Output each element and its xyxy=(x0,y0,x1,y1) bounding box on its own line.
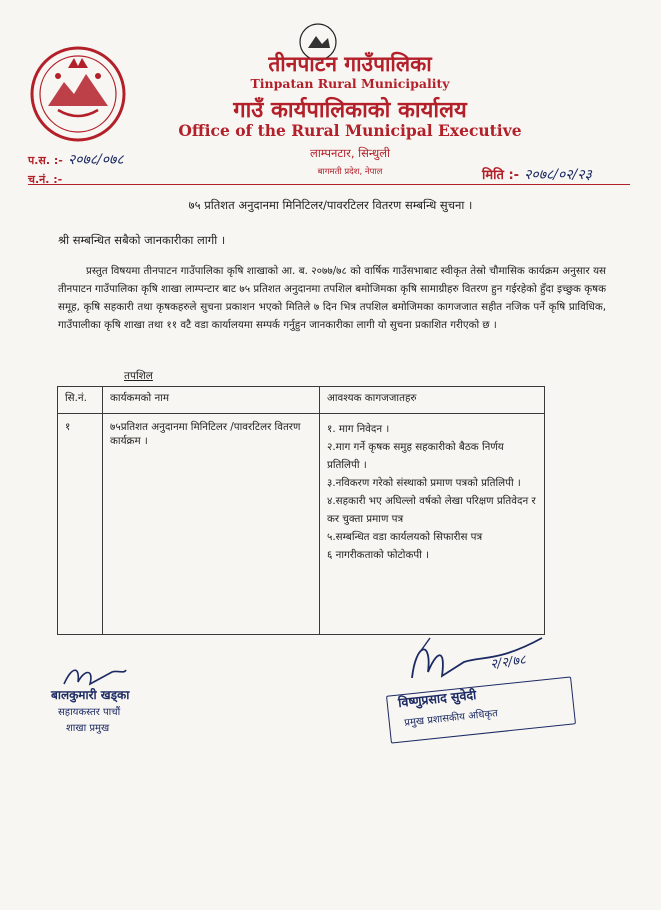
left-signatory-role: शाखा प्रमुख xyxy=(66,723,110,734)
header-sn: सि.नं. xyxy=(58,387,103,414)
notice-body-text: प्रस्तुत विषयमा तीनपाटन गाउँपालिका कृषि शाखाको आ. ब. २०७७/७८ को वार्षिक गाउँसभाबाट स्वीकृत तेस्रो चौमासिक कार्यक्रम अनुसार यस तीनपाटन गाउँपालिका कृषि शाखा लाम्पन्टार बाट ७५ प्रतिशत अनुदानमा तपशिल बमोजिमका कृषि सामाग्रीहरु वितरण हुन गईरहेको हुँदा इच्छुक कृषक समूह, कृषि सहकारी तथा कृषकहरुले सुचना प्रकाशन भएको मितिले ७ दिन भित्र तपशिल बमोजिमका कागजजात सहीत नजिक पर्ने कृषि प्राविधिक, गाउँपालीका कृषि शाखा तथा ११ वटै वडा कार्यालयमा सम्पर्क गर्नुहुन जानकारीका लागी यो सुचना प्रकाशित गरीएको छ । xyxy=(58,265,606,331)
table-header-row xyxy=(58,387,545,414)
header-documents: आवश्यक कागजजातहरु xyxy=(320,387,545,414)
government-emblem-icon xyxy=(28,44,128,144)
right-signatory-title: प्रमुख प्रशासकीय अधिकृत xyxy=(403,708,499,729)
right-signature-date: २/२/७८ xyxy=(489,652,527,673)
right-signature-scribble xyxy=(402,632,552,688)
municipality-name-en: Tinpatan Rural Municipality xyxy=(250,76,450,91)
table-caption: तपशिल xyxy=(124,370,153,382)
ps-label: प.स. :- xyxy=(28,154,63,167)
row-program: ७५प्रतिशत अनुदानमा मिनिटिलर /पावरटिलर वितरण कार्यक्रम । xyxy=(103,414,320,635)
office-location: लाम्पनटार, सिन्धुली xyxy=(310,146,390,160)
date-value: २०७८/०२/२३ xyxy=(524,167,592,183)
municipality-name-np: तीनपाटन गाउँपालिका xyxy=(268,52,432,76)
office-province: बागमती प्रदेश, नेपाल xyxy=(317,167,383,177)
notice-subject: ७५ प्रतिशत अनुदानमा मिनिटिलर/पावरटिलर वितरण सम्बन्धि सुचना । xyxy=(188,198,473,212)
document-item: ३.नविकरण गरेको संस्थाको प्रमाण पत्रको प्रतिलिपी । xyxy=(327,477,521,489)
letter-date xyxy=(482,164,592,184)
date-label: मिति :- xyxy=(482,168,520,183)
table-row xyxy=(58,414,545,635)
left-signatory-name: बालकुमारी खड्का xyxy=(51,688,130,702)
header-program: कार्यकमको नाम xyxy=(103,387,320,414)
document-item: ४.सहकारी भए अघिल्लो वर्षको लेखा परिक्षण प्रतिवेदन र कर चुक्ता प्रमाण पत्र xyxy=(327,495,536,525)
notice-greeting: श्री सम्बन्धित सबैको जानकारीका लागी । xyxy=(58,233,226,247)
document-item: ५.सम्बन्धित वडा कार्यलयको सिफारीस पत्र xyxy=(327,531,483,543)
reference-number xyxy=(28,149,124,169)
office-name-en: Office of the Rural Municipal Executive xyxy=(178,121,522,140)
requirements-table xyxy=(57,386,545,635)
document-item: १. माग निवेदन । xyxy=(327,423,390,435)
cn-label: च.नं. :- xyxy=(28,173,63,186)
right-signatory-name: विष्णुप्रसाद सुवेदी xyxy=(397,686,477,711)
left-signatory-title: सहायकस्तर पाचौं xyxy=(58,707,121,718)
office-name-np: गाउँ कार्यपालिकाको कार्यालय xyxy=(233,98,467,123)
letterhead-divider xyxy=(28,184,630,185)
notice-body xyxy=(58,262,606,334)
ps-value: २०७८/०७८ xyxy=(67,152,124,168)
row-documents xyxy=(320,414,545,635)
document-item: ६ नागरीकताको फोटोकपी । xyxy=(327,549,430,561)
row-sn: १ xyxy=(58,414,103,635)
document-item: २.माग गर्ने कृषक समुह सहकारीको बैठक निर्णय प्रतिलिपी । xyxy=(327,441,504,471)
